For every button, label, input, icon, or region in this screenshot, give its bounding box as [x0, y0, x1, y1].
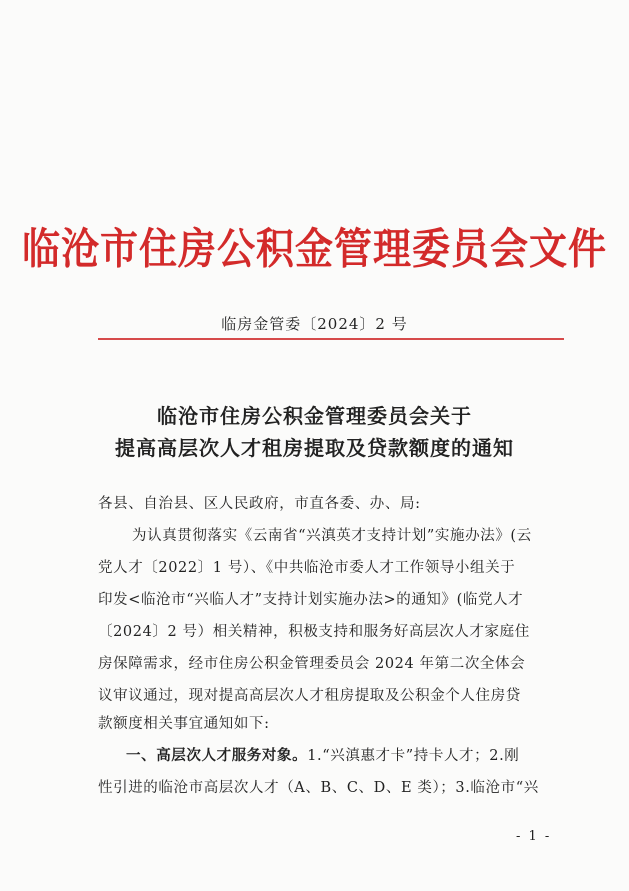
page-number: - 1 -	[516, 829, 552, 844]
document-header-title: 临沧市住房公积金管理委员会文件	[21, 222, 607, 274]
body-line: 印发<临沧市“兴临人才”支持计划实施办法>的通知》(临党人才	[98, 592, 524, 608]
section-1-line	[126, 744, 519, 765]
notice-title-line-2: 提高高层次人才租房提取及贷款额度的通知	[115, 436, 514, 460]
body-line: 党人才〔2022〕1 号）、《中共临沧市委人才工作领导小组关于	[98, 560, 516, 576]
notice-title-line-1: 临沧市住房公积金管理委员会关于	[157, 404, 472, 428]
body-line: 款额度相关事宜通知如下:	[98, 716, 270, 732]
salutation-line: 各县、自治县、区人民政府，市直各委、办、局:	[98, 496, 421, 512]
section-1-heading: 一、高层次人才服务对象。	[126, 747, 308, 764]
body-line: 为认真贯彻落实《云南省“兴滇英才支持计划”实施办法》(云	[132, 528, 532, 544]
document-number: 临房金管委〔2024〕2 号	[221, 315, 408, 333]
section-1-text: 1.“兴滇惠才卡”持卡人才；2.刚	[307, 748, 520, 764]
body-line: 房保障需求，经市住房公积金管理委员会 2024 年第二次全体会	[98, 656, 526, 672]
red-divider-line	[98, 338, 564, 340]
body-line: 〔2024〕2 号）相关精神，积极支持和服务好高层次人才家庭住	[98, 624, 530, 640]
body-line: 议审议通过，现对提高高层次人才租房提取及公积金个人住房贷	[98, 688, 521, 704]
section-1-line-2: 性引进的临沧市高层次人才（A、B、C、D、E 类）；3.临沧市“兴	[98, 780, 539, 796]
